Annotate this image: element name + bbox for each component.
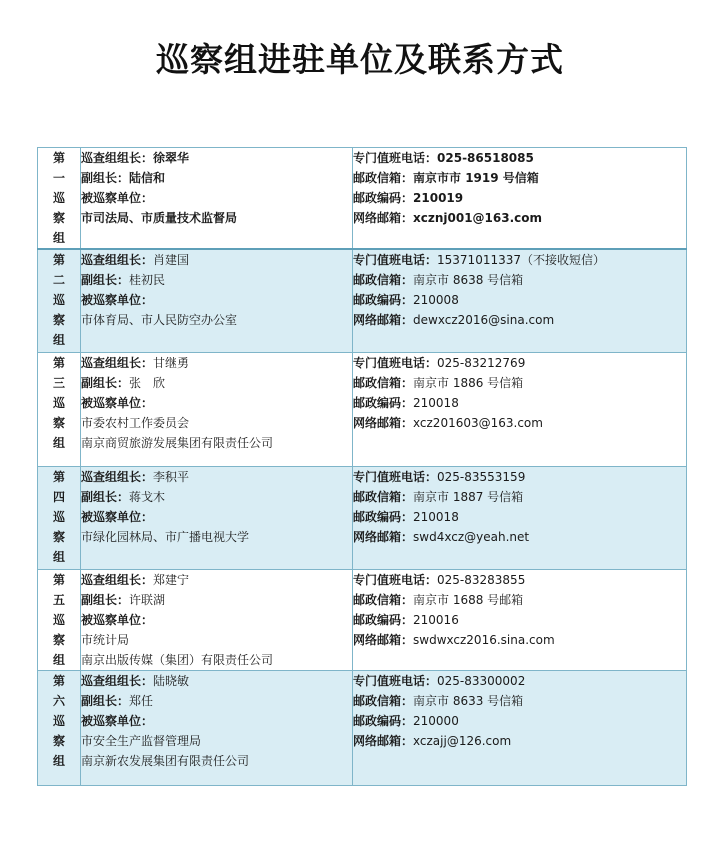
phone-value: 025-83300002 <box>437 673 526 688</box>
postcode-label: 邮政编码： <box>353 612 414 627</box>
deputy-label: 副组长： <box>81 592 130 607</box>
postcode-label: 邮政编码： <box>353 395 414 410</box>
group-info <box>81 569 353 670</box>
deputy-label: 副组长： <box>81 375 130 390</box>
page-title: 巡察组进驻单位及联系方式 <box>156 40 564 79</box>
mailbox-value: 南京市市 1919 号信箱 <box>413 171 539 185</box>
deputy-label: 副组长： <box>81 489 130 504</box>
group-name-char: 察 <box>52 529 65 544</box>
table-row <box>38 569 687 670</box>
group-name-char: 一 <box>52 171 65 185</box>
group-contact <box>353 148 687 250</box>
postcode-label: 邮政编码： <box>353 191 414 205</box>
unit-value: 南京新农发展集团有限责任公司 <box>81 753 250 768</box>
email-label: 网络邮箱： <box>353 529 414 544</box>
group-name-char: 巡 <box>52 395 65 410</box>
group-name-char: 六 <box>52 693 65 708</box>
email-label: 网络邮箱： <box>353 313 414 327</box>
group-contact <box>353 670 687 785</box>
group-name <box>38 249 81 352</box>
leader-label: 巡查组组长： <box>81 253 154 267</box>
email-value: xcznj001@163.com <box>413 211 543 225</box>
mailbox-value: 南京市 8638 号信箱 <box>413 273 524 287</box>
postcode-value: 210018 <box>413 395 459 410</box>
mailbox-label: 邮政信箱： <box>353 489 414 504</box>
postcode-value: 210018 <box>413 509 459 524</box>
deputy-value: 郑任 <box>129 693 154 708</box>
leader-label: 巡查组组长： <box>81 355 154 370</box>
group-name <box>38 466 81 569</box>
group-contact <box>353 249 687 352</box>
units-label: 被巡察单位： <box>81 713 154 728</box>
unit-value: 市委农村工作委员会 <box>81 415 190 430</box>
leader-value: 徐翠华 <box>153 151 190 165</box>
group-name-char: 察 <box>52 415 65 430</box>
group-name-char: 组 <box>52 549 65 564</box>
phone-label: 专门值班电话： <box>353 469 438 484</box>
postcode-value: 210016 <box>413 612 459 627</box>
phone-value: 025-83283855 <box>437 572 526 587</box>
mailbox-label: 邮政信箱： <box>353 592 414 607</box>
group-name-char: 第 <box>52 151 65 165</box>
group-name-char: 第 <box>52 469 65 484</box>
table-row <box>38 249 687 352</box>
leader-label: 巡查组组长： <box>81 572 154 587</box>
mailbox-value: 南京市 1887 号信箱 <box>413 489 524 504</box>
deputy-label: 副组长： <box>81 171 130 185</box>
units-label: 被巡察单位： <box>81 612 154 627</box>
group-info <box>81 352 353 466</box>
group-name-char: 五 <box>52 592 65 607</box>
group-name-char: 第 <box>52 673 65 688</box>
postcode-value: 210008 <box>413 293 459 307</box>
postcode-value: 210019 <box>413 191 464 205</box>
deputy-value: 张 欣 <box>129 375 166 390</box>
group-name-char: 第 <box>52 253 65 267</box>
phone-label: 专门值班电话： <box>353 253 438 267</box>
phone-label: 专门值班电话： <box>353 151 438 165</box>
phone-value: 15371011337（不接收短信） <box>437 253 605 267</box>
group-contact <box>353 569 687 670</box>
unit-value: 市统计局 <box>81 632 130 647</box>
group-name-char: 巡 <box>52 293 65 307</box>
units-label: 被巡察单位： <box>81 509 154 524</box>
unit-value: 南京出版传媒（集团）有限责任公司 <box>81 652 274 667</box>
phone-value: 025-83212769 <box>437 355 526 370</box>
group-name-char: 巡 <box>52 713 65 728</box>
email-value: swdwxcz2016.sina.com <box>413 632 555 647</box>
unit-value: 市体育局、市人民防空办公室 <box>81 313 238 327</box>
group-name-char: 第 <box>52 572 65 587</box>
leader-label: 巡查组组长： <box>81 151 154 165</box>
table-row <box>38 148 687 250</box>
group-name-char: 察 <box>52 733 65 748</box>
leader-value: 甘继勇 <box>153 355 190 370</box>
postcode-label: 邮政编码： <box>353 293 414 307</box>
group-name-char: 组 <box>52 652 65 667</box>
email-value: xcz201603@163.com <box>413 415 543 430</box>
group-name-char: 组 <box>52 753 65 768</box>
units-label: 被巡察单位： <box>81 191 154 205</box>
leader-value: 陆晓敏 <box>153 673 190 688</box>
mailbox-value: 南京市 1886 号信箱 <box>413 375 524 390</box>
unit-value: 南京商贸旅游发展集团有限责任公司 <box>81 435 274 450</box>
leader-value: 郑建宁 <box>153 572 190 587</box>
phone-label: 专门值班电话： <box>353 572 438 587</box>
mailbox-value: 南京市 1688 号邮箱 <box>413 592 524 607</box>
mailbox-value: 南京市 8633 号信箱 <box>413 693 524 708</box>
email-value: dewxcz2016@sina.com <box>413 313 555 327</box>
group-info <box>81 148 353 250</box>
deputy-label: 副组长： <box>81 273 130 287</box>
group-contact <box>353 352 687 466</box>
group-name-char: 组 <box>52 333 65 347</box>
group-name-char: 巡 <box>52 612 65 627</box>
group-name-char: 四 <box>52 489 65 504</box>
leader-label: 巡查组组长： <box>81 469 154 484</box>
leader-value: 李积平 <box>153 469 190 484</box>
postcode-value: 210000 <box>413 713 459 728</box>
unit-value: 市安全生产监督管理局 <box>81 733 202 748</box>
unit-value: 市绿化园林局、市广播电视大学 <box>81 529 250 544</box>
deputy-label: 副组长： <box>81 693 130 708</box>
postcode-label: 邮政编码： <box>353 509 414 524</box>
group-name-char: 察 <box>52 211 65 225</box>
deputy-value: 陆信和 <box>129 171 166 185</box>
group-info <box>81 249 353 352</box>
table-row <box>38 670 687 785</box>
postcode-label: 邮政编码： <box>353 713 414 728</box>
group-name <box>38 352 81 466</box>
group-name-char: 组 <box>52 231 65 245</box>
group-contact <box>353 466 687 569</box>
group-name-char: 察 <box>52 632 65 647</box>
mailbox-label: 邮政信箱： <box>353 273 414 287</box>
email-label: 网络邮箱： <box>353 733 414 748</box>
units-label: 被巡察单位： <box>81 395 154 410</box>
phone-label: 专门值班电话： <box>353 673 438 688</box>
deputy-value: 蒋戈木 <box>129 489 166 504</box>
phone-label: 专门值班电话： <box>353 355 438 370</box>
group-name-char: 二 <box>52 273 65 287</box>
table-row <box>38 466 687 569</box>
group-info <box>81 466 353 569</box>
group-name-char: 第 <box>52 355 65 370</box>
email-label: 网络邮箱： <box>353 211 414 225</box>
group-name-char: 组 <box>52 435 65 450</box>
group-name <box>38 670 81 785</box>
phone-value: 025-86518085 <box>437 151 534 165</box>
deputy-value: 许联湖 <box>129 592 166 607</box>
mailbox-label: 邮政信箱： <box>353 171 414 185</box>
email-value: xczajj@126.com <box>413 733 512 748</box>
inspection-groups-table <box>37 147 687 786</box>
group-info <box>81 670 353 785</box>
group-name-char: 巡 <box>52 191 65 205</box>
leader-value: 肖建国 <box>153 253 190 267</box>
deputy-value: 桂初民 <box>129 273 166 287</box>
units-label: 被巡察单位： <box>81 293 154 307</box>
email-label: 网络邮箱： <box>353 415 414 430</box>
group-name <box>38 148 81 250</box>
group-name-char: 三 <box>52 375 65 390</box>
group-name-char: 察 <box>52 313 65 327</box>
unit-value: 市司法局、市质量技术监督局 <box>81 211 238 225</box>
mailbox-label: 邮政信箱： <box>353 375 414 390</box>
table-row <box>38 352 687 466</box>
email-value: swd4xcz@yeah.net <box>413 529 530 544</box>
email-label: 网络邮箱： <box>353 632 414 647</box>
leader-label: 巡查组组长： <box>81 673 154 688</box>
group-name <box>38 569 81 670</box>
group-name-char: 巡 <box>52 509 65 524</box>
mailbox-label: 邮政信箱： <box>353 693 414 708</box>
phone-value: 025-83553159 <box>437 469 526 484</box>
